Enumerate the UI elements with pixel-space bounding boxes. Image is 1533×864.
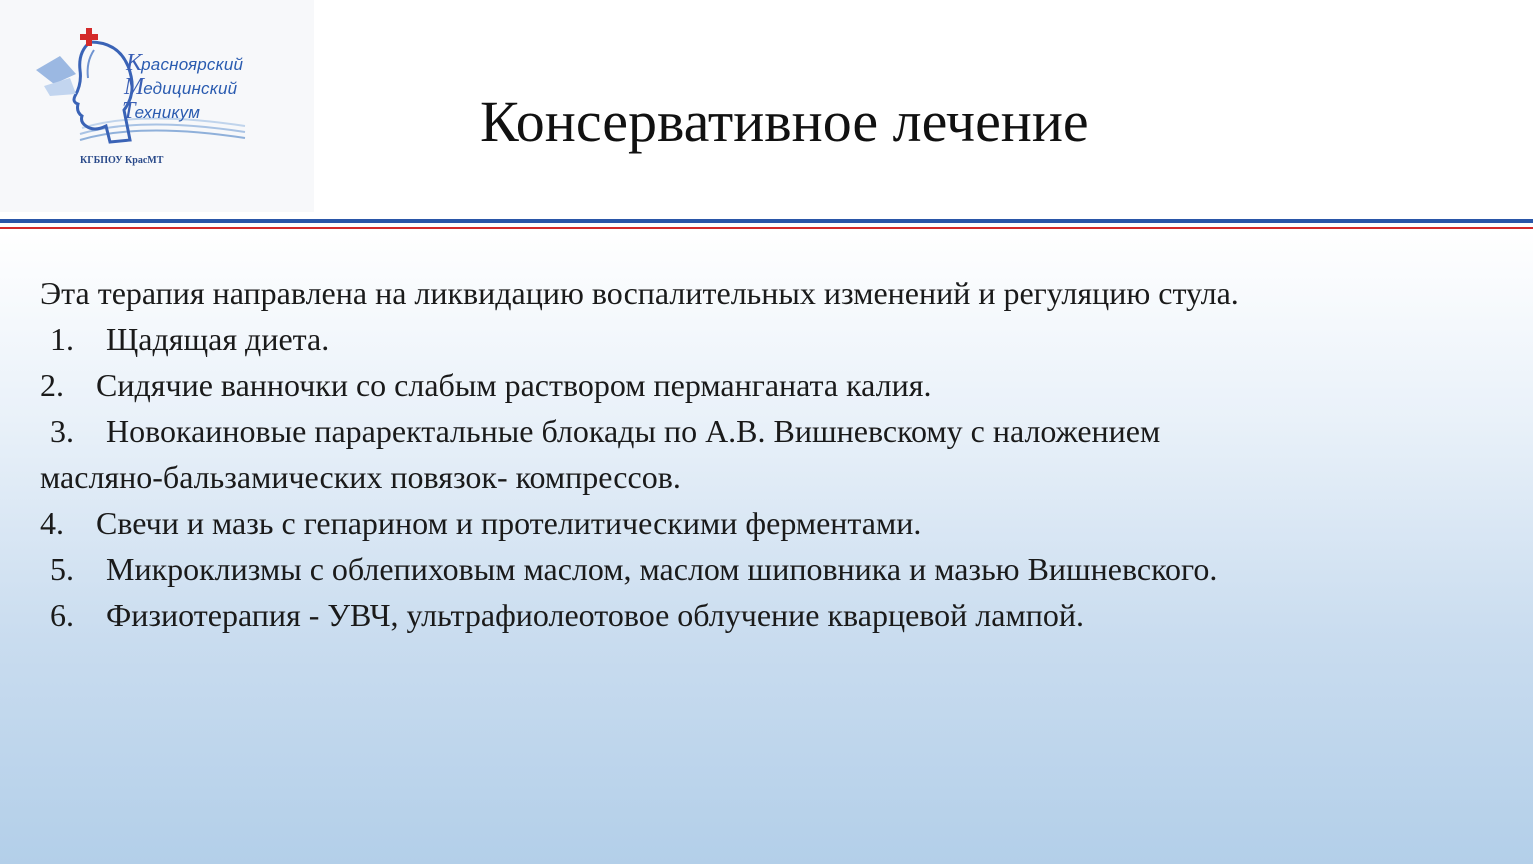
list-item-text: Свечи и мазь с гепарином и протелитическими ферментами.: [96, 505, 922, 541]
logo-line-2: Медицинский: [124, 74, 238, 100]
list-item-number: 1.: [50, 321, 74, 357]
list-item: [40, 408, 1500, 454]
slide-body: [40, 270, 1500, 638]
list-item-number: 6.: [50, 597, 74, 633]
list-item-text: Щадящая диета.: [106, 321, 330, 357]
logo-line-3: Техникум: [122, 98, 201, 124]
header-divider-blue: [0, 219, 1533, 223]
list-item-text: Микроклизмы с облепиховым маслом, маслом шиповника и мазью Вишневского.: [106, 551, 1218, 587]
list-item: [40, 546, 1500, 592]
header-divider-red: [0, 227, 1533, 229]
list-item-number: 2.: [40, 367, 64, 403]
list-item-text: масляно-бальзамических повязок- компрессов.: [40, 459, 681, 495]
list-item: [40, 500, 1500, 546]
list-item-number: 3.: [50, 413, 74, 449]
list-item-text: Физиотерапия - УВЧ, ультрафиолеотовое облучение кварцевой лампой.: [106, 597, 1084, 633]
list-item: [40, 362, 1500, 408]
slide-title: Консервативное лечение: [480, 89, 1089, 154]
list-item-number: 4.: [40, 505, 64, 541]
list-item: [40, 316, 1500, 362]
list-item-text: Сидячие ванночки со слабым раствором перманганата калия.: [96, 367, 932, 403]
logo-line-1: Красноярский: [126, 50, 244, 76]
logo-subtitle: КГБПОУ КрасМТ: [80, 155, 164, 166]
intro-paragraph: Эта терапия направлена на ликвидацию воспалительных изменений и регуляцию стула.: [40, 275, 1239, 311]
list-item-continuation: [40, 454, 1500, 500]
slide-header: [0, 0, 1533, 216]
list-item: [40, 592, 1500, 638]
college-logo: [0, 0, 314, 212]
list-item-number: 5.: [50, 551, 74, 587]
list-item-text: Новокаиновые параректальные блокады по А.В. Вишневскому с наложением: [106, 413, 1161, 449]
